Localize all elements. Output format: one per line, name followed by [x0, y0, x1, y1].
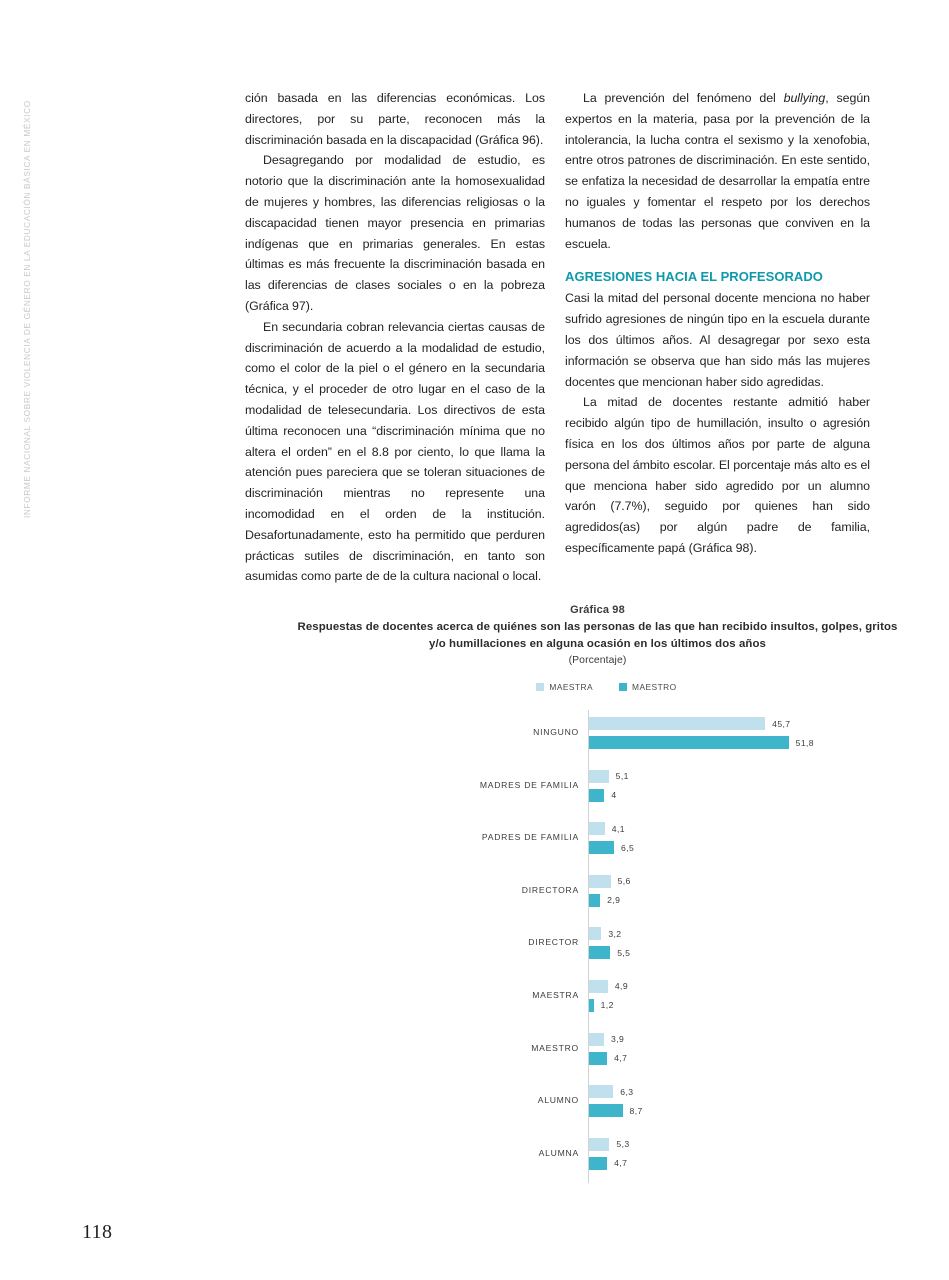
paragraph-bullying	[565, 88, 870, 254]
chart-figure-number: Gráfica 98	[570, 604, 625, 616]
paragraph: En secundaria cobran relevancia ciertas causas de discriminación de acuerdo a la modalidad de estudio, como el color de la piel o el género en la secundaria técnica, y el proceder de otro lugar en el caso de la modalidad de telesecundaria. Los directivos de esta última reconocen una “discriminación mínima que no altera el orden” en el 8.8 por ciento, lo que llama la atención pues pareciera que se toleran situaciones de discriminación mientras no represente una incomodidad en el orden de la institución. Desafortunadamente, esto ha permitido que perduren prácticas sutiles de discriminación, en tanto son asumidas como parte de de la cultura nacional o local.	[245, 319, 545, 584]
chart-bar	[589, 789, 604, 802]
chart-bar	[589, 894, 600, 907]
paragraph: La mitad de docentes restante admitió haber recibido algún tipo de humillación, insulto o agresión física en los dos últimos años por parte de alguna persona del ámbito escolar. El porcentaje más alto es el que menciona haber sido agredido por un alumno varón (7.7%), seguido por quienes han sido agredidos(as) por algún padre de familia, específicamente papá (Gráfica 98).	[565, 395, 870, 555]
chart-category-group	[285, 710, 910, 763]
chart-unit-label: (Porcentaje)	[568, 655, 627, 666]
chart-category-group	[285, 1131, 910, 1184]
chart-bar-value-label: 4,7	[614, 1053, 628, 1064]
chart-bar-value-label: 2,9	[607, 895, 621, 906]
chart-category-group	[285, 1078, 910, 1131]
chart-bar-value-label: 5,3	[616, 1139, 630, 1150]
chart-bar-value-label: 1,2	[600, 1000, 614, 1011]
page-number: 118	[82, 1221, 113, 1243]
chart-bar-row	[589, 946, 630, 959]
chart-bar-value-label: 4,9	[614, 981, 629, 992]
chart-bar	[589, 1138, 609, 1151]
chart-category-group	[285, 920, 910, 973]
chart-bar-value-label: 6,3	[620, 1086, 634, 1097]
chart-bar	[589, 736, 789, 749]
chart-bar-value-label: 5,1	[615, 771, 629, 782]
right-text-column	[565, 88, 870, 559]
section-heading: AGRESIONES HACIA EL PROFESORADO	[565, 269, 823, 285]
chart-bar-value-label: 5,5	[617, 947, 631, 958]
chart-figure-grafica-98	[285, 604, 910, 1204]
chart-bar-row	[589, 770, 629, 783]
chart-bar-value-label: 4,1	[611, 823, 625, 834]
chart-bar-value-label: 4,7	[614, 1158, 628, 1169]
chart-category-label: DIRECTOR	[528, 937, 579, 948]
chart-bar-row	[589, 1085, 633, 1098]
chart-category-label: MADRES DE FAMILIA	[479, 779, 579, 790]
chart-bar-value-label: 5,6	[617, 876, 631, 887]
chart-category-group	[285, 973, 910, 1026]
chart-bar-row	[589, 980, 628, 993]
chart-bar	[589, 875, 611, 888]
chart-bar-value-label: 6,5	[621, 842, 635, 853]
chart-bar-row	[589, 875, 631, 888]
chart-bar-row	[589, 789, 617, 802]
chart-bar	[589, 1033, 604, 1046]
chart-category-label: MAESTRA	[532, 989, 579, 1000]
chart-bar-value-label: 4	[611, 790, 617, 801]
chart-bar-row	[589, 1138, 630, 1151]
running-head: INFORME NACIONAL SOBRE VIOLENCIA DE GÉNERO EN LA EDUCACIÓN BÁSICA EN MÉXICO	[22, 100, 32, 518]
chart-category-group	[285, 815, 910, 868]
paragraph: Casi la mitad del personal docente menciona no haber sufrido agresiones de ningún tipo en la escuela durante los dos últimos años. Al desagregar por sexo esta información se observa que han sido más las mujeres docentes que mencionan haber sido agredidas.	[565, 291, 870, 389]
chart-bar-value-label: 8,7	[629, 1105, 643, 1116]
chart-category-label: PADRES DE FAMILIA	[481, 832, 579, 843]
chart-category-group	[285, 763, 910, 816]
chart-plot-area	[285, 710, 910, 1185]
chart-category-label: NINGUNO	[533, 727, 579, 737]
chart-bar-row	[589, 717, 790, 730]
chart-bar-row	[589, 1033, 624, 1046]
chart-bar	[589, 1104, 623, 1117]
chart-bar-value-label: 3,2	[608, 928, 622, 939]
chart-bar	[589, 1085, 613, 1098]
chart-bar-value-label: 3,9	[611, 1034, 625, 1045]
chart-bar	[589, 1157, 607, 1170]
chart-bar	[589, 717, 765, 730]
chart-category-label: ALUMNA	[538, 1147, 579, 1158]
chart-bar-row	[589, 1052, 627, 1065]
chart-bar-row	[589, 822, 625, 835]
chart-bar	[589, 980, 608, 993]
chart-bar-value-label: 51,8	[795, 737, 814, 748]
paragraph-text-part2: , según expertos en la materia, pasa por la prevención de la intolerancia, la lucha contra el sexismo y la xenofobia, entre otros patrones de discriminación. En este sentido, se enfatiza la necesidad de desarrollar la empatía entre no iguales y fomentar el respeto por los derechos humanos de todas las personas que conviven en la escuela.	[565, 91, 871, 251]
chart-bar-row	[589, 1104, 643, 1117]
legend-entry-maestra	[536, 682, 593, 692]
chart-bar-row	[589, 927, 621, 940]
paragraph: ción basada en las diferencias económicas. Los directores, por su parte, reconocen más la discriminación basada en la discapacidad (Gráfica 96).	[245, 91, 545, 147]
chart-bar	[589, 999, 594, 1012]
legend-label: MAESTRO	[632, 682, 677, 692]
chart-category-group	[285, 868, 910, 921]
chart-title: Respuestas de docentes acerca de quiénes son las personas de las que han recibido insultos, golpes, gritos y/o humillaciones en alguna ocasión en los últimos dos años	[297, 621, 898, 650]
chart-bar	[589, 822, 605, 835]
chart-bar-row	[589, 1157, 627, 1170]
chart-bar-row	[589, 736, 814, 749]
chart-bar-value-label: 45,7	[772, 718, 791, 729]
chart-bars-container	[285, 710, 910, 1183]
paragraph: Desagregando por modalidad de estudio, es notorio que la discriminación ante la homosexualidad de mujeres y hombres, las diferencias religiosas o la discapacidad tienen mayor presencia en primarias indígenas que en primarias generales. En estas últimas es más frecuente la discriminación basada en las diferencias de clases sociales o en la pobreza (Gráfica 97).	[245, 153, 545, 313]
chart-bar-row	[589, 841, 634, 854]
chart-bar	[589, 770, 609, 783]
legend-swatch-icon	[536, 683, 544, 691]
chart-bar	[589, 927, 601, 940]
chart-category-label: ALUMNO	[537, 1095, 579, 1106]
chart-bar-row	[589, 894, 620, 907]
chart-legend	[303, 682, 910, 692]
left-text-column	[245, 88, 545, 587]
legend-label: MAESTRA	[549, 682, 594, 692]
legend-entry-maestro	[619, 682, 677, 692]
paragraph-text-part1: La prevención del fenómeno del	[583, 91, 784, 105]
chart-bar	[589, 946, 610, 959]
chart-bar	[589, 841, 614, 854]
chart-category-label: MAESTRO	[531, 1042, 579, 1053]
legend-swatch-icon	[619, 683, 627, 691]
chart-category-label: DIRECTORA	[521, 884, 579, 895]
chart-bar	[589, 1052, 607, 1065]
chart-caption	[285, 604, 910, 666]
bullying-italic: bullying	[783, 91, 826, 105]
chart-category-group	[285, 1026, 910, 1079]
chart-bar-row	[589, 999, 614, 1012]
